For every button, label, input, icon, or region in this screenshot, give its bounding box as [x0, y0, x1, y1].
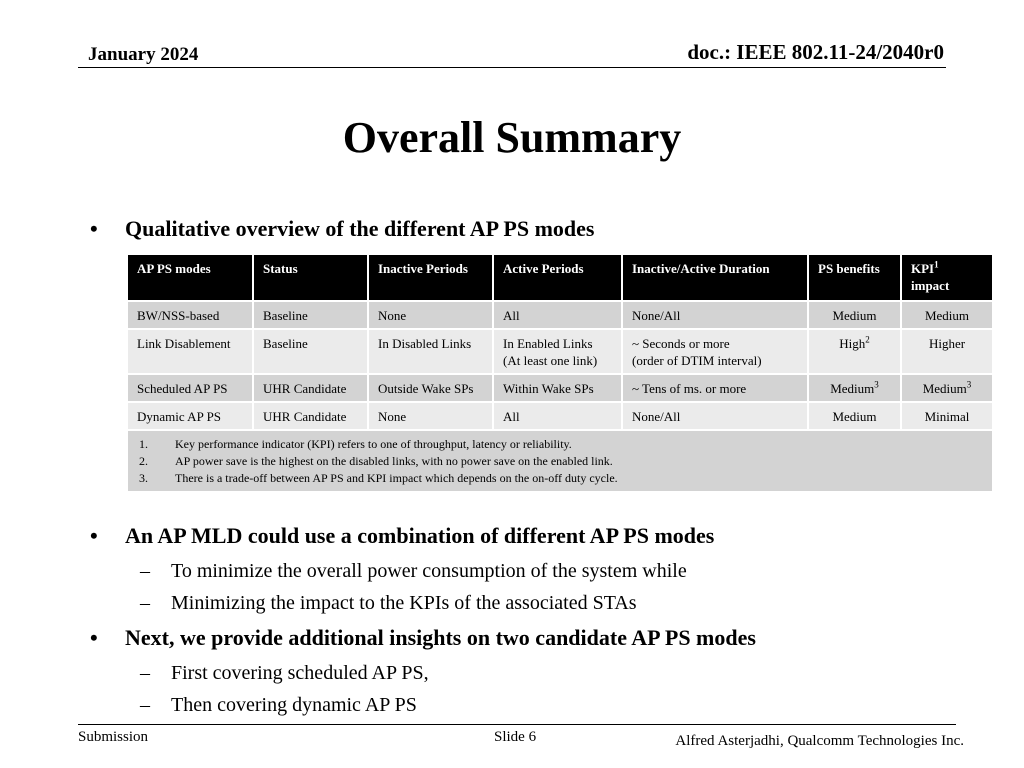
- cell-ps-benefits: Medium: [808, 301, 901, 329]
- table-footnotes-row: [127, 430, 993, 492]
- cell-kpi-impact: Medium: [901, 301, 993, 329]
- footer-submission: Submission: [78, 729, 149, 745]
- ap-ps-modes-table: [126, 253, 994, 493]
- cell-status: UHR Candidate: [253, 402, 368, 430]
- bullet-3-text: Next, we provide additional insights on two candidate AP PS modes: [125, 625, 756, 650]
- bullet-glyph: •: [90, 625, 98, 650]
- footer-author: Alfred Asterjadhi, Qualcomm Technologies Inc.: [675, 733, 964, 749]
- cell-duration: None/All: [622, 301, 808, 329]
- cell-mode: Link Disablement: [127, 329, 253, 374]
- col-header-status: Status: [253, 254, 368, 301]
- dash-glyph: –: [140, 694, 150, 716]
- cell-inactive: None: [368, 301, 493, 329]
- cell-duration: ~ Seconds or more (order of DTIM interval): [622, 329, 808, 374]
- cell-status: Baseline: [253, 329, 368, 374]
- cell-inactive: None: [368, 402, 493, 430]
- table-row: [127, 374, 993, 402]
- table-row: [127, 301, 993, 329]
- cell-kpi-impact: Minimal: [901, 402, 993, 430]
- cell-status: Baseline: [253, 301, 368, 329]
- cell-active: All: [493, 301, 622, 329]
- col-header-duration: Inactive/Active Duration: [622, 254, 808, 301]
- cell-kpi-impact: Medium$^3$: [901, 374, 993, 402]
- dash-glyph: –: [140, 560, 150, 582]
- col-header-kpi-impact: KPI$^1$ impact: [901, 254, 993, 301]
- footer-divider: [78, 724, 956, 725]
- cell-active: In Enabled Links (At least one link): [493, 329, 622, 374]
- header-date: January 2024: [88, 44, 199, 65]
- bullet-2-text: An AP MLD could use a combination of different AP PS modes: [125, 523, 715, 548]
- table-row: [127, 402, 993, 430]
- table-header-row: [127, 254, 993, 301]
- cell-inactive: Outside Wake SPs: [368, 374, 493, 402]
- table-row: [127, 329, 993, 374]
- sub-bullet-text: Minimizing the impact to the KPIs of the associated STAs: [171, 592, 637, 614]
- footnote: 2. AP power save is the highest on the disabled links, with no power save on the enabled link.: [139, 454, 613, 468]
- cell-ps-benefits: Medium$^3$: [808, 374, 901, 402]
- dash-glyph: –: [140, 662, 150, 684]
- cell-mode: Dynamic AP PS: [127, 402, 253, 430]
- sub-bullet-text: Then covering dynamic AP PS: [171, 694, 417, 716]
- cell-duration: ~ Tens of ms. or more: [622, 374, 808, 402]
- footnote: 3. There is a trade-off between AP PS and KPI impact which depends on the on-off duty cycle.: [139, 471, 618, 485]
- sub-bullet-text: First covering scheduled AP PS,: [171, 662, 429, 684]
- bullet-glyph: •: [90, 216, 98, 241]
- cell-kpi-impact: Higher: [901, 329, 993, 374]
- header-divider: [78, 67, 946, 68]
- slide-title: Overall Summary: [342, 113, 682, 162]
- sub-bullet-text: To minimize the overall power consumption of the system while: [171, 560, 687, 582]
- col-header-ps-benefits: PS benefits: [808, 254, 901, 301]
- col-header-active: Active Periods: [493, 254, 622, 301]
- cell-inactive: In Disabled Links: [368, 329, 493, 374]
- cell-active: Within Wake SPs: [493, 374, 622, 402]
- header-doc-id: doc.: IEEE 802.11-24/2040r0: [687, 40, 944, 64]
- cell-duration: None/All: [622, 402, 808, 430]
- cell-status: UHR Candidate: [253, 374, 368, 402]
- cell-ps-benefits: High$^2$: [808, 329, 901, 374]
- dash-glyph: –: [140, 592, 150, 614]
- footnote: 1. Key performance indicator (KPI) refers to one of throughput, latency or reliability.: [139, 437, 572, 451]
- cell-ps-benefits: Medium: [808, 402, 901, 430]
- cell-mode: BW/NSS-based: [127, 301, 253, 329]
- bullet-glyph: •: [90, 523, 98, 548]
- footnotes: [127, 430, 993, 492]
- bullet-1-text: Qualitative overview of the different AP PS modes: [125, 216, 595, 241]
- cell-active: All: [493, 402, 622, 430]
- col-header-inactive: Inactive Periods: [368, 254, 493, 301]
- cell-mode: Scheduled AP PS: [127, 374, 253, 402]
- col-header-mode: AP PS modes: [127, 254, 253, 301]
- footer-slide-number: Slide 6: [494, 729, 537, 745]
